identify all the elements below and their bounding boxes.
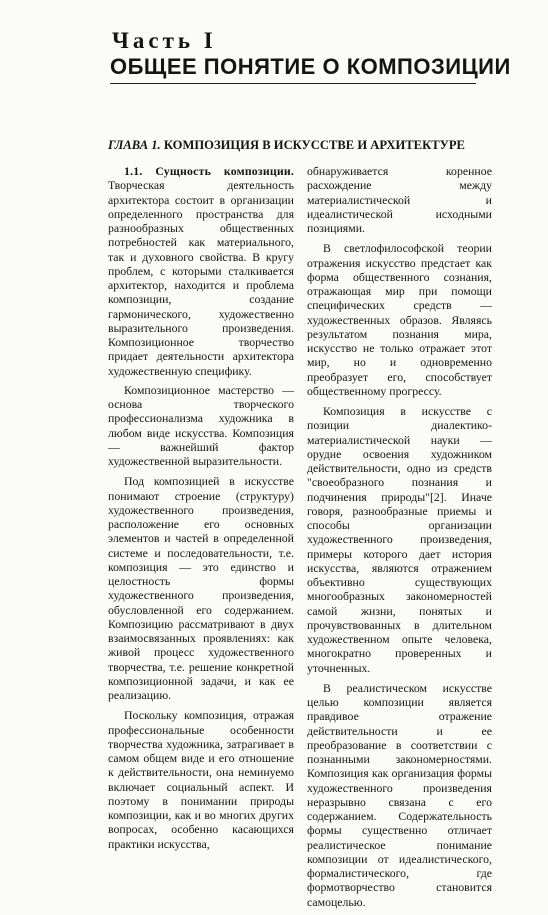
left-paragraph: Композиционное мастерство — основа творческого профессионализма художника в любом виде искусства. Композиция — важнейший фактор художественной выразительности. bbox=[108, 382, 294, 468]
part-label: Часть I bbox=[112, 28, 217, 53]
part-title: ОБЩЕЕ ПОНЯТИЕ О КОМПОЗИЦИИ bbox=[110, 54, 511, 79]
left-paragraph: Поскольку композиция, отражая профессиональные особенности творчества художника, затрагивает в самом общем виде и его отношение к действительности, она неминуемо включает социальный аспект. И поэтому в понимании природы композиции, как и во многих других вопросах, особенно касающихся практики искусства, bbox=[108, 708, 294, 851]
section-lead-text: Творческая деятельность архитектора состоит в организации определенного пространства для разнообразных общественных потребностей как материального, так и духовного свойства. В кругу проблем, с которыми сталкивается архитектор, находится и проблема композиции, создание гармонического, художественно выразительного произведения. Композиционное творчество придает деятельности архитектора художественную специфику. bbox=[108, 178, 294, 378]
left-paragraph: Под композицией в искусстве понимают строение (структуру) художественного произведения, расположение его основных элементов и частей в определенной системе и последовательности, т.е. композиция — это единство и целостность формы художественного произведения, обусловленной его содержанием. Композицию рассматривают в двух взаимосвязанных проявлениях: как живой процесс художественного творчества, т.е. решение конкретной композиционной задачи, и как ее реализацию. bbox=[108, 474, 294, 702]
section-heading: 1.1. Сущность композиции. bbox=[124, 164, 294, 178]
right-paragraph: В светлофилософской теории отражения искусство предстает как форма общественного сознания, отражающая мир при помощи специфических средств — художественных образов. Являясь результатом познания мира, искусство не только отражает этот мир, но и одновременно преобразует его, способствует общественному прогрессу. bbox=[307, 241, 492, 398]
right-column bbox=[307, 164, 492, 915]
section-lead-paragraph bbox=[108, 164, 294, 378]
right-paragraph: В реалистическом искусстве целью композиции является правдивое отражение действительности и ее преобразование в соответствии с познанными закономерностями. Композиция как организация формы художественного произведения неразрывно связана с его содержанием. Содержательность формы существенно отличает реалистическое понимание композиции от идеалистического, формалистического, где формотворчество становится самоцелью. bbox=[307, 680, 492, 909]
chapter-number: ГЛАВА 1. bbox=[108, 138, 161, 152]
chapter-title bbox=[108, 138, 465, 153]
title-rule bbox=[110, 83, 476, 84]
right-paragraph: обнаруживается коренное расхождение между материалистической и идеалистической исходными позициями. bbox=[307, 164, 492, 235]
chapter-name: КОМПОЗИЦИЯ В ИСКУССТВЕ И АРХИТЕКТУРЕ bbox=[160, 138, 465, 152]
right-paragraph: Композиция в искусстве с позиции диалектико-материалистической науки — орудие освоения художником действительности, одно из средств "своеобразного познания и подчинения природы"[2]. Иначе говоря, разнообразные приемы и способы организации художественного произведения, примеры которого дает история искусства, являются отражением объективно существующих многообразных закономерностей самой жизни, понятых и прочувствованных в длительном художественном опыте человека, многократно проверенных и уточненных. bbox=[307, 404, 492, 675]
left-column bbox=[108, 164, 294, 857]
